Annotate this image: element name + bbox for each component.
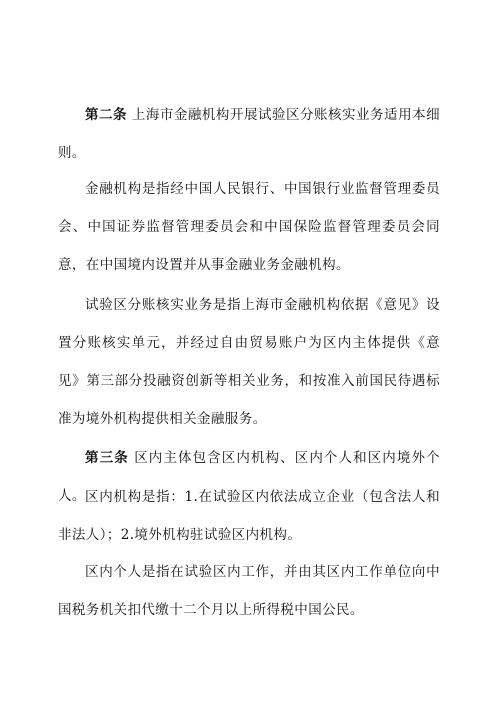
article-2-paragraph	[58, 96, 440, 172]
business-definition: 试验区分账核实业务是指上海市金融机构依据《意见》设置分账核实单元，并经过自由贸易账户为区内主体提供《意见》第三部分投融资创新等相关业务，和按准入前国民待遇标准为境外机构提供相关金融服务。	[58, 297, 440, 427]
article-3-text: 区内主体包含区内机构、区内个人和区内境外个人。	[58, 450, 440, 504]
zone-individual-definition: 区内个人是指在试验区内工作，并由其区内工作单位向中国税务机关扣代缴十二个月以上所得税中国公民。	[58, 564, 440, 618]
zone-organization-definition: 区内机构是指：1.在试验区内依法成立企业（包含法人和非法人）；2.境外机构驻试验区内机构。	[58, 489, 440, 543]
article-3-label: 第三条	[85, 450, 129, 466]
article-2-text: 上海市金融机构开展试验区分账核实业务适用本细则。	[58, 107, 440, 161]
financial-institution-definition: 金融机构是指经中国人民银行、中国银行业监督管理委员会、中国证券监督管理委员会和中国保险监督管理委员会同意，在中国境内设置并从事金融业务金融机构。	[58, 181, 440, 273]
article-2-label: 第二条	[85, 107, 128, 123]
